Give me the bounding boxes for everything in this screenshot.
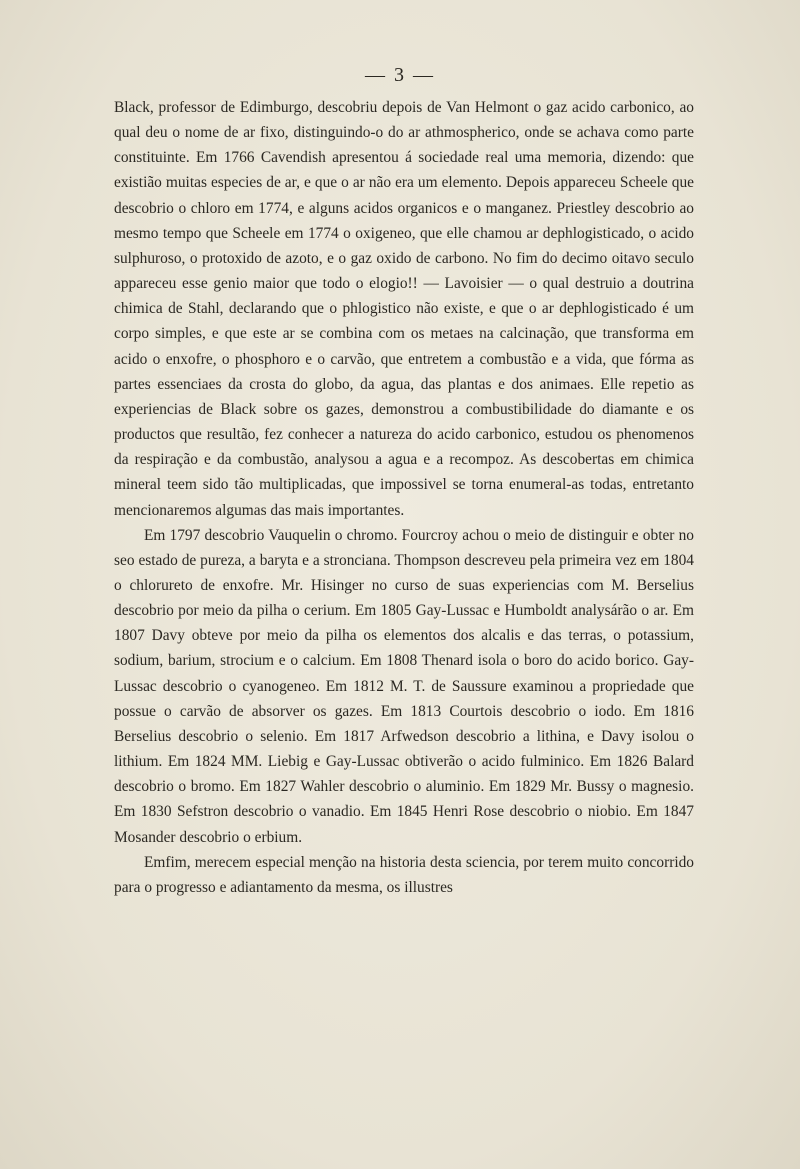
page-number: — 3 — xyxy=(365,64,435,86)
paragraph-3: Emfim, merecem especial menção na historia desta sciencia, por terem muito concorrido para o progresso e adiantamento da mesma, os illustres xyxy=(114,853,694,896)
paragraph-2: Em 1797 descobrio Vauquelin o chromo. Fourcroy achou o meio de distinguir e obter no seo estado de pureza, a baryta e a stronciana. Thompson descreveu pela primeira vez em 1804 o chlorureto de enxofre. Mr. Hisinger no curso de suas experiencias com M. Berselius descobrio por meio da pilha o cerium. Em 1805 Gay-Lussac e Humboldt analysárão o ar. Em 1807 Davy obteve por meio da pilha os elementos dos alcalis e das terras, o potassium, sodium, barium, strocium e o calcium. Em 1808 Thenard isola o boro do acido borico. Gay-Lussac descobrio o cyanogeneo. Em 1812 M. T. de Saussure examinou a propriedade que possue o carvão de absorver os gazes. Em 1813 Courtois descobrio o iodo. Em 1816 Berselius descobrio o selenio. Em 1817 Arfwedson descobrio a lithina, e Davy isolou o lithium. Em 1824 MM. Liebig e Gay-Lussac obtiverão o acido fulminico. Em 1826 Balard descobrio o bromo. Em 1827 Wahler descobrio o aluminio. Em 1829 Mr. Bussy o magnesio. Em 1830 Sefstron descobrio o vanadio. Em 1845 Henri Rose descobrio o niobio. Em 1847 Mosander descobrio o erbium. xyxy=(114,526,694,846)
body-text xyxy=(114,95,694,900)
paragraph-1: Black, professor de Edimburgo, descobriu depois de Van Helmont o gaz acido carbonico, ao qual deu o nome de ar fixo, distinguindo-o do ar athmospherico, onde se achava como parte constituinte. Em 1766 Cavendish apresentou á sociedade real uma memoria, dizendo: que existião muitas especies de ar, e que o ar não era um elemento. Depois appareceu Scheele que descobrio o chloro em 1774, e alguns acidos organicos e o manganez. Priestley descobrio ao mesmo tempo que Scheele em 1774 o oxigeneo, que elle chamou ar dephlogisticado, o acido sulphuroso, o protoxido de azoto, e o gaz oxido de carbono. No fim do decimo oitavo seculo appareceu esse genio maior que todo o elogio!! — Lavoisier — o qual destruio a doutrina chimica de Stahl, declarando que o phlogistico não existe, e que o ar dephlogisticado é um corpo simples, e que este ar se combina com os metaes na calcinação, que transforma em acido o enxofre, o phosphoro e o carvão, que entretem a combustão e a vida, que fórma as partes essenciaes da crosta do globo, da agua, das plantas e dos animaes. Elle repetio as experiencias de Black sobre os gazes, demonstrou a combustibilidade do diamante e os productos que resultão, fez conhecer a natureza do acido carbonico, estudou os phenomenos da respiração e da combustão, analysou a agua e a recompoz. As descobertas em chimica mineral teem sido tão multiplicadas, que impossivel se torna enumeral-as todas, entretanto mencionaremos algumas das mais importantes. xyxy=(114,99,694,519)
